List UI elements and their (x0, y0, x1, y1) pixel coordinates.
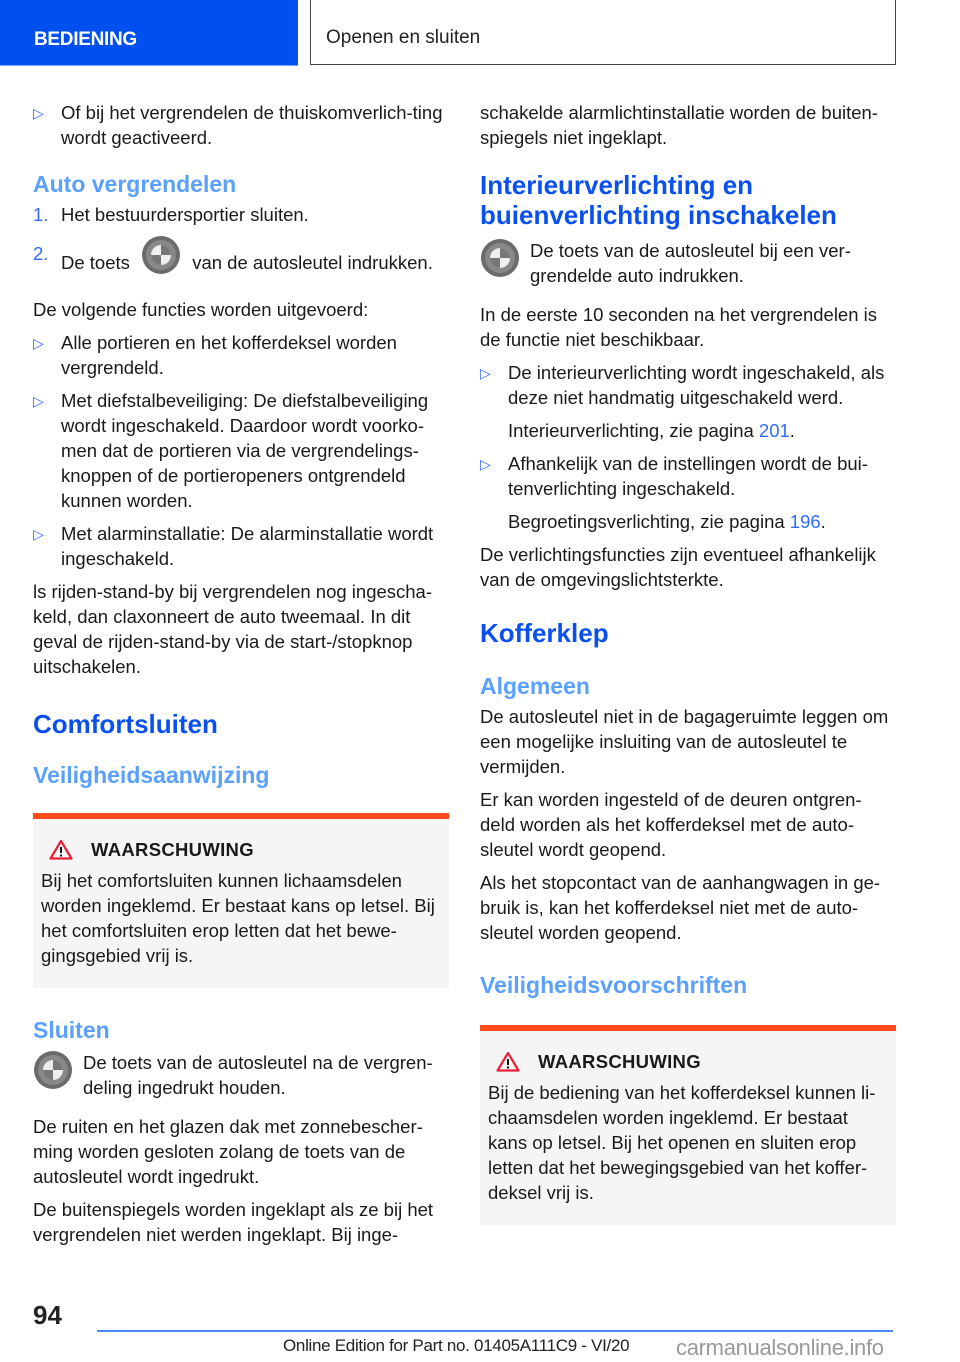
section-title: BEDIENING (34, 29, 137, 50)
paragraph: In de eerste 10 seconden na het vergrendelen is de functie niet beschikbaar. (480, 304, 878, 350)
triangle-bullet-icon: ▷ (480, 365, 491, 381)
warning-title: WAARSCHUWING (538, 1051, 701, 1072)
triangle-bullet-icon: ▷ (33, 335, 44, 351)
warning-triangle-icon (496, 1051, 520, 1072)
triangle-bullet-icon: ▷ (33, 526, 44, 542)
footer-divider (97, 1330, 893, 1332)
heading-interieurverlichting: Interieurverlichting en buienverlichting inschakelen (480, 170, 837, 230)
bmw-key-button-icon (141, 235, 181, 281)
chapter-header (310, 0, 896, 65)
paragraph: Er kan worden ingesteld of de deuren ontgren-deld worden als het kofferdeksel met de auto-sleutel wordt geopend. (480, 789, 862, 860)
heading-veiligheidsvoorschriften: Veiligheidsvoorschriften (480, 972, 748, 998)
warning-box (33, 813, 449, 988)
list-item: ▷ Of bij het vergrendelen de thuiskomverlich-ting wordt geactiveerd. (33, 102, 443, 148)
page-number: 94 (33, 1300, 62, 1330)
left-column (33, 100, 449, 1255)
page-link-196[interactable]: 196 (789, 511, 821, 532)
warning-title: WAARSCHUWING (91, 839, 254, 860)
bmw-key-button-icon (480, 238, 520, 284)
heading-kofferklep: Kofferklep (480, 618, 609, 648)
heading-algemeen: Algemeen (480, 673, 590, 699)
right-column (480, 100, 896, 1225)
paragraph: schakelde alarmlichtinstallatie worden de buiten-spiegels niet ingeklapt. (480, 102, 878, 148)
paragraph: De verlichtingsfuncties zijn eventueel afhankelijk van de omgevingslichtsterkte. (480, 544, 876, 590)
list-item: ▷ Met diefstalbeveiliging: De diefstalbeveiliging wordt ingeschakeld. Daardoor wordt voorko-men dat de portieren via de vergrendelings-knoppen of de portieropeners ontgrendeld kunnen worden. (33, 390, 429, 511)
bmw-key-button-icon (33, 1050, 73, 1096)
warning-box (480, 1025, 896, 1225)
heading-auto-vergrendelen: Auto vergrendelen (33, 171, 237, 197)
watermark: carmanualsonline.info (676, 1335, 884, 1360)
icon-instruction: De toets van de autosleutel bij een ver-grendelde auto indrukken. (480, 238, 896, 288)
step-2: 2. De toets van de autosleutel indrukken. (33, 241, 449, 287)
section-tab (0, 0, 298, 66)
paragraph: De autosleutel niet in de bagageruimte leggen om een mogelijke insluiting van de autosleutel te vermijden. (480, 706, 889, 777)
triangle-bullet-icon: ▷ (33, 105, 44, 121)
warning-text: Bij het comfortsluiten kunnen lichaamsdelen worden ingeklemd. Er bestaat kans op letsel. Bij het comfortsluiten erop letten dat het bewe-gingsgebied vrij is. (41, 870, 435, 966)
chapter-title: Openen en sluiten (326, 27, 481, 48)
list-item: ▷ Alle portieren en het kofferdeksel worden vergrendeld. (33, 332, 397, 378)
paragraph: De buitenspiegels worden ingeklapt als ze bij het vergrendelen niet werden ingeklapt. Bij inge- (33, 1199, 434, 1245)
warning-text: Bij de bediening van het kofferdeksel kunnen li-chaamsdelen worden ingeklemd. Er bestaat kans op letsel. Bij het openen en sluiten erop letten dat het bewegingsgebied van het koffer-deksel vrij is. (488, 1082, 876, 1203)
page-link-201[interactable]: 201 (758, 420, 790, 441)
icon-instruction: De toets van de autosleutel na de vergren-deling ingedrukt houden. (33, 1050, 449, 1100)
heading-veiligheidsaanwijzing: Veiligheidsaanwijzing (33, 762, 270, 788)
triangle-bullet-icon: ▷ (480, 456, 491, 472)
list-item: ▷ Afhankelijk van de instellingen wordt de bui-tenverlichting ingeschakeld. Begroetingsverlichting, zie pagina 196. (480, 453, 868, 532)
triangle-bullet-icon: ▷ (33, 393, 44, 409)
warning-triangle-icon (49, 839, 73, 860)
heading-comfortsluiten: Comfortsluiten (33, 709, 218, 739)
edition-text: Online Edition for Part no. 01405A111C9 - VI/20 (283, 1336, 630, 1355)
paragraph: ls rijden-stand-by bij vergrendelen nog ingescha-keld, dan claxonneert de auto tweemaal. In dit geval de rijden-stand-by via de start-/stopknop uitschakelen. (33, 581, 433, 677)
list-item: ▷ Met alarminstallatie: De alarminstallatie wordt ingeschakeld. (33, 523, 434, 569)
functions-intro: De volgende functies worden uitgevoerd: (33, 299, 369, 320)
step-1: 1. Het bestuurdersportier sluiten. (33, 204, 309, 225)
paragraph: De ruiten en het glazen dak met zonnebescher-ming worden gesloten zolang de toets van de autosleutel wordt ingedrukt. (33, 1116, 423, 1187)
paragraph: Als het stopcontact van de aanhangwagen in ge-bruik is, kan het kofferdeksel niet met de auto-sleutel worden geopend. (480, 872, 881, 943)
list-item: ▷ De interieurverlichting wordt ingeschakeld, als deze niet handmatig uitgeschakeld werd. Interieurverlichting, zie pagina 201. (480, 362, 885, 441)
heading-sluiten: Sluiten (33, 1017, 110, 1043)
